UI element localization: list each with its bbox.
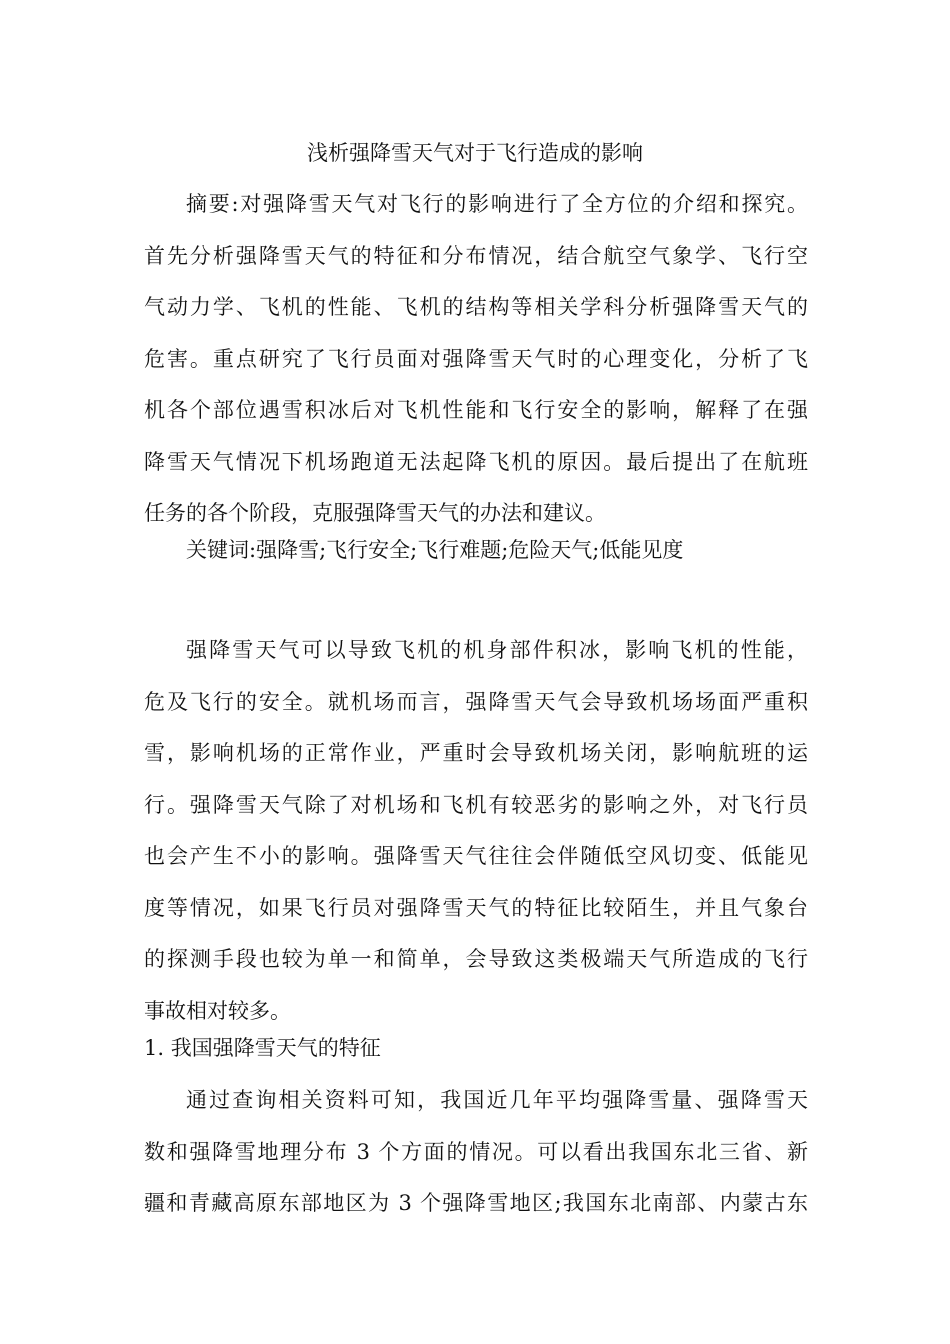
- intro-line: 的探测手段也较为单一和简单，会导致这类极端天气所造成的飞行: [144, 947, 808, 971]
- document-title: 浅析强降雪天气对于飞行造成的影响: [307, 141, 643, 165]
- section1-paragraph: [144, 1075, 808, 1230]
- abstract-line: 降雪天气情况下机场跑道无法起降飞机的原因。最后提出了在航班: [144, 449, 808, 474]
- abstract-line: 气动力学、飞机的性能、飞机的结构等相关学科分析强降雪天气的: [144, 295, 808, 319]
- section-heading-text: 1. 我国强降雪天气的特征: [144, 1036, 381, 1060]
- intro-line: 也会产生不小的影响。强降雪天气往往会伴随低空风切变、低能见: [144, 844, 808, 868]
- intro-line: 危及飞行的安全。就机场而言，强降雪天气会导致机场场面严重积: [144, 689, 808, 714]
- intro-line: 度等情况，如果飞行员对强降雪天气的特征比较陌生，并且气象台: [144, 895, 808, 920]
- section-heading: [144, 1023, 808, 1075]
- keywords-line: 关键词:强降雪;飞行安全;飞行难题;危险天气;低能见度: [186, 538, 684, 562]
- intro-line: 行。强降雪天气除了对机场和飞机有较恶劣的影响之外，对飞行员: [144, 792, 808, 817]
- section1-line: 疆和青藏高原东部地区为 3 个强降雪地区;我国东北南部、内蒙古东: [144, 1191, 808, 1215]
- abstract-paragraph: [144, 179, 808, 540]
- intro-paragraph: [144, 625, 808, 1037]
- abstract-line: 首先分析强降雪天气的特征和分布情况，结合航空气象学、飞行空: [144, 243, 808, 268]
- intro-line: 强降雪天气可以导致飞机的机身部件积冰，影响飞机的性能，: [186, 638, 808, 662]
- abstract-line: 危害。重点研究了飞行员面对强降雪天气时的心理变化，分析了飞: [144, 346, 808, 371]
- keywords-paragraph: [144, 525, 808, 577]
- section1-line: 通过查询相关资料可知，我国近几年平均强降雪量、强降雪天: [186, 1088, 808, 1112]
- intro-line: 事故相对较多。: [144, 998, 291, 1023]
- section1-line: 数和强降雪地理分布 3 个方面的情况。可以看出我国东北三省、新: [144, 1139, 808, 1164]
- abstract-line: 任务的各个阶段，克服强降雪天气的办法和建议。: [144, 501, 606, 525]
- intro-line: 雪，影响机场的正常作业，严重时会导致机场关闭，影响航班的运: [144, 741, 808, 765]
- abstract-line: 摘要:对强降雪天气对飞行的影响进行了全方位的介绍和探究。: [186, 192, 808, 216]
- abstract-line: 机各个部位遇雪积冰后对飞机性能和飞行安全的影响，解释了在强: [144, 398, 808, 422]
